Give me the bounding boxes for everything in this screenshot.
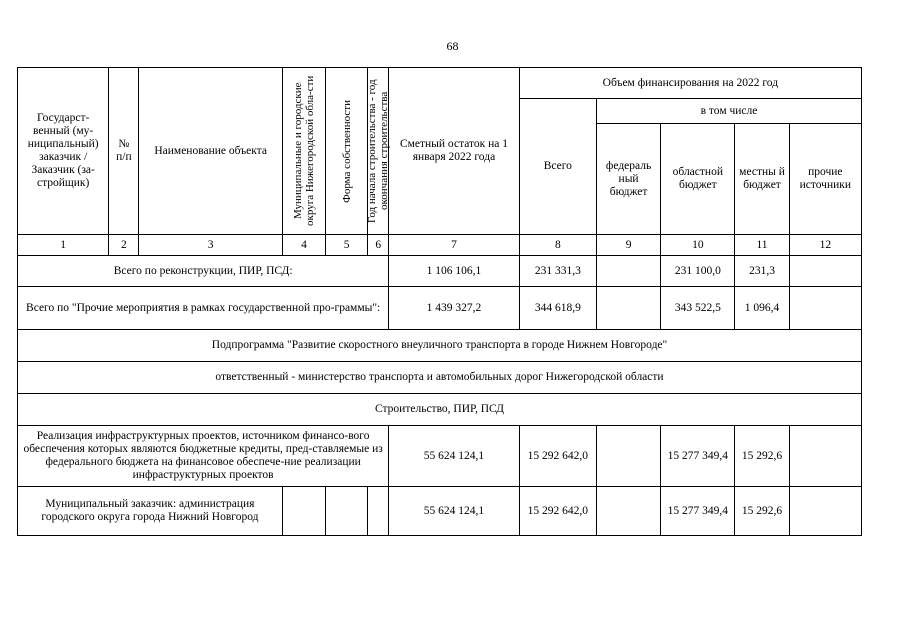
- page-number: 68: [446, 39, 459, 53]
- federal-value: [596, 487, 660, 536]
- balance-value: 1 439 327,2: [389, 287, 519, 330]
- balance-value: 55 624 124,1: [389, 426, 519, 487]
- header-customer: Государст-венный (му-ниципальный) заказчик / Заказчик (за-стройщик): [18, 68, 109, 235]
- regional-value: 15 277 349,4: [661, 426, 735, 487]
- row-label: Всего по реконструкции, ПИР, ПСД:: [18, 256, 389, 287]
- other-value: [789, 287, 861, 330]
- header-other: прочие источники: [789, 124, 861, 235]
- header-object-name: Наименование объекта: [139, 68, 283, 235]
- header-municipality-text: Муниципальные и городские округа Нижегородской обла-сти: [291, 75, 316, 227]
- header-financing: Объем финансирования на 2022 год: [519, 68, 861, 99]
- empty-cell: [368, 487, 389, 536]
- column-number: 5: [326, 235, 368, 256]
- column-number: 9: [596, 235, 660, 256]
- column-number: 12: [789, 235, 861, 256]
- column-number: 1: [18, 235, 109, 256]
- construction-title: Строительство, ПИР, ПСД: [18, 394, 862, 426]
- empty-cell: [282, 487, 325, 536]
- total-value: 15 292 642,0: [519, 426, 596, 487]
- local-value: 15 292,6: [735, 426, 789, 487]
- column-number: 6: [368, 235, 389, 256]
- table-row: [18, 426, 862, 487]
- column-number: 8: [519, 235, 596, 256]
- header-municipality: [282, 68, 325, 235]
- column-number: 2: [109, 235, 139, 256]
- federal-value: [596, 287, 660, 330]
- other-value: [789, 426, 861, 487]
- section-row: [18, 330, 862, 362]
- regional-value: 343 522,5: [661, 287, 735, 330]
- financing-table: [17, 67, 862, 536]
- column-number: 3: [139, 235, 283, 256]
- header-ownership: [326, 68, 368, 235]
- other-value: [789, 487, 861, 536]
- local-value: 15 292,6: [735, 487, 789, 536]
- header-including: в том числе: [596, 99, 861, 124]
- header-years: [368, 68, 389, 235]
- responsible-title: ответственный - министерство транспорта и автомобильных дорог Нижегородской области: [18, 362, 862, 394]
- column-number: 4: [282, 235, 325, 256]
- table-row: [18, 287, 862, 330]
- header-regional: областной бюджет: [661, 124, 735, 235]
- column-number: 10: [661, 235, 735, 256]
- local-value: 1 096,4: [735, 287, 789, 330]
- section-row: [18, 362, 862, 394]
- row-label: Всего по "Прочие мероприятия в рамках государственной про-граммы":: [18, 287, 389, 330]
- total-value: 15 292 642,0: [519, 487, 596, 536]
- local-value: 231,3: [735, 256, 789, 287]
- column-number: 7: [389, 235, 519, 256]
- header-local: местны й бюджет: [735, 124, 789, 235]
- total-value: 344 618,9: [519, 287, 596, 330]
- empty-cell: [326, 487, 368, 536]
- header-years-text: Год начала строительства - год окончания строительства: [366, 79, 391, 223]
- subprogram-title: Подпрограмма "Развитие скоростного внеуличного транспорта в городе Нижнем Новгороде": [18, 330, 862, 362]
- table-row: [18, 256, 862, 287]
- regional-value: 231 100,0: [661, 256, 735, 287]
- header-num: № п/п: [109, 68, 139, 235]
- section-row: [18, 394, 862, 426]
- regional-value: 15 277 349,4: [661, 487, 735, 536]
- balance-value: 55 624 124,1: [389, 487, 519, 536]
- other-value: [789, 256, 861, 287]
- row-label: Муниципальный заказчик: администрация городского округа города Нижний Новгород: [18, 487, 283, 536]
- balance-value: 1 106 106,1: [389, 256, 519, 287]
- header-federal: федераль ный бюджет: [596, 124, 660, 235]
- row-label: Реализация инфраструктурных проектов, источником финансо-вого обеспечения которых являются бюджетные кредиты, пред-ставляемые из федерального бюджета на финансовое обеспече-ние реализации инфраструктурных проектов: [18, 426, 389, 487]
- table-row: [18, 487, 862, 536]
- header-ownership-text: Форма собственности: [340, 99, 353, 203]
- total-value: 231 331,3: [519, 256, 596, 287]
- header-balance: Сметный остаток на 1 января 2022 года: [389, 68, 519, 235]
- federal-value: [596, 256, 660, 287]
- column-number-row: [18, 235, 862, 256]
- federal-value: [596, 426, 660, 487]
- column-number: 11: [735, 235, 789, 256]
- header-total: Всего: [519, 99, 596, 235]
